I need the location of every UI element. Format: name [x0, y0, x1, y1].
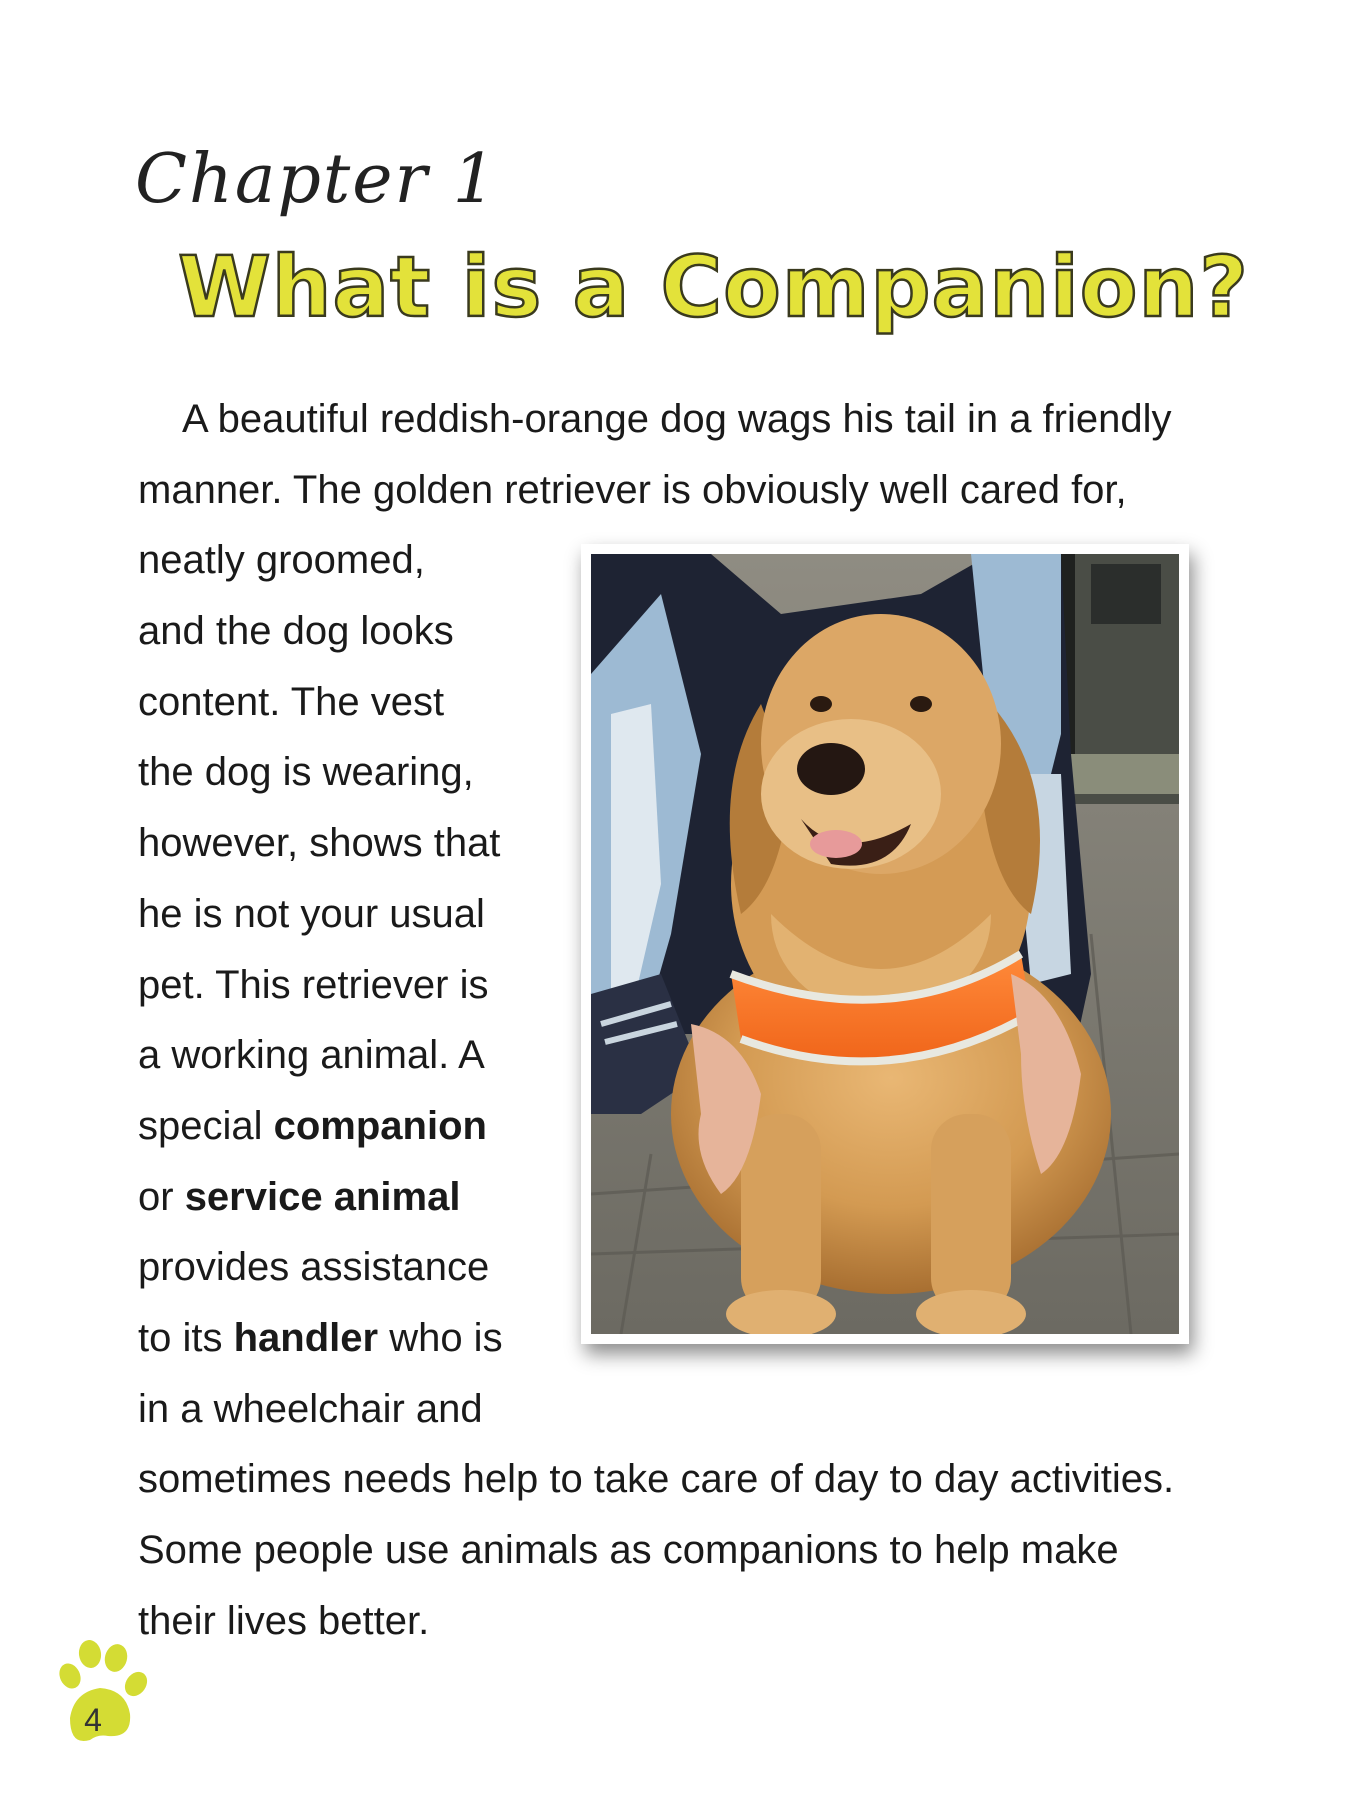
text-line: however, shows that [138, 821, 501, 866]
golden-retriever-illustration [591, 554, 1179, 1334]
text-line: sometimes needs help to take care of day to day activities. [138, 1457, 1175, 1502]
term-handler: handler [233, 1315, 379, 1360]
text-line: their lives better. [138, 1598, 430, 1643]
text-line: A beautiful reddish-orange dog wags his tail in a friendly [182, 397, 1172, 441]
text-line: provides assistance [138, 1245, 490, 1290]
text-line: neatly groomed, [138, 538, 425, 583]
page-number-badge [56, 1640, 152, 1748]
text-line: content. The vest [138, 679, 445, 724]
chapter-label: Chapter 1 [135, 140, 498, 219]
page-number: 4 [84, 1702, 102, 1738]
text-line: special companion [138, 1103, 487, 1148]
text-line: manner. The golden retriever is obviously well cared for, [138, 467, 1127, 512]
text-line: and the dog looks [138, 609, 454, 654]
term-service-animal: service animal [184, 1174, 461, 1219]
chapter-title: What is a Companion? [178, 238, 1250, 336]
photo-frame [581, 544, 1189, 1344]
text-line: pet. This retriever is [138, 962, 489, 1007]
text-line: to its handler who is [138, 1315, 503, 1360]
text-line: a working animal. A [138, 1033, 485, 1078]
dog-photo [591, 554, 1179, 1334]
text-line: or service animal [138, 1174, 461, 1219]
text-line: in a wheelchair and [138, 1386, 483, 1431]
text-line: Some people use animals as companions to help make [138, 1528, 1119, 1572]
text-line: he is not your usual [138, 891, 485, 936]
term-companion: companion [273, 1103, 487, 1148]
text-line: the dog is wearing, [138, 750, 474, 795]
